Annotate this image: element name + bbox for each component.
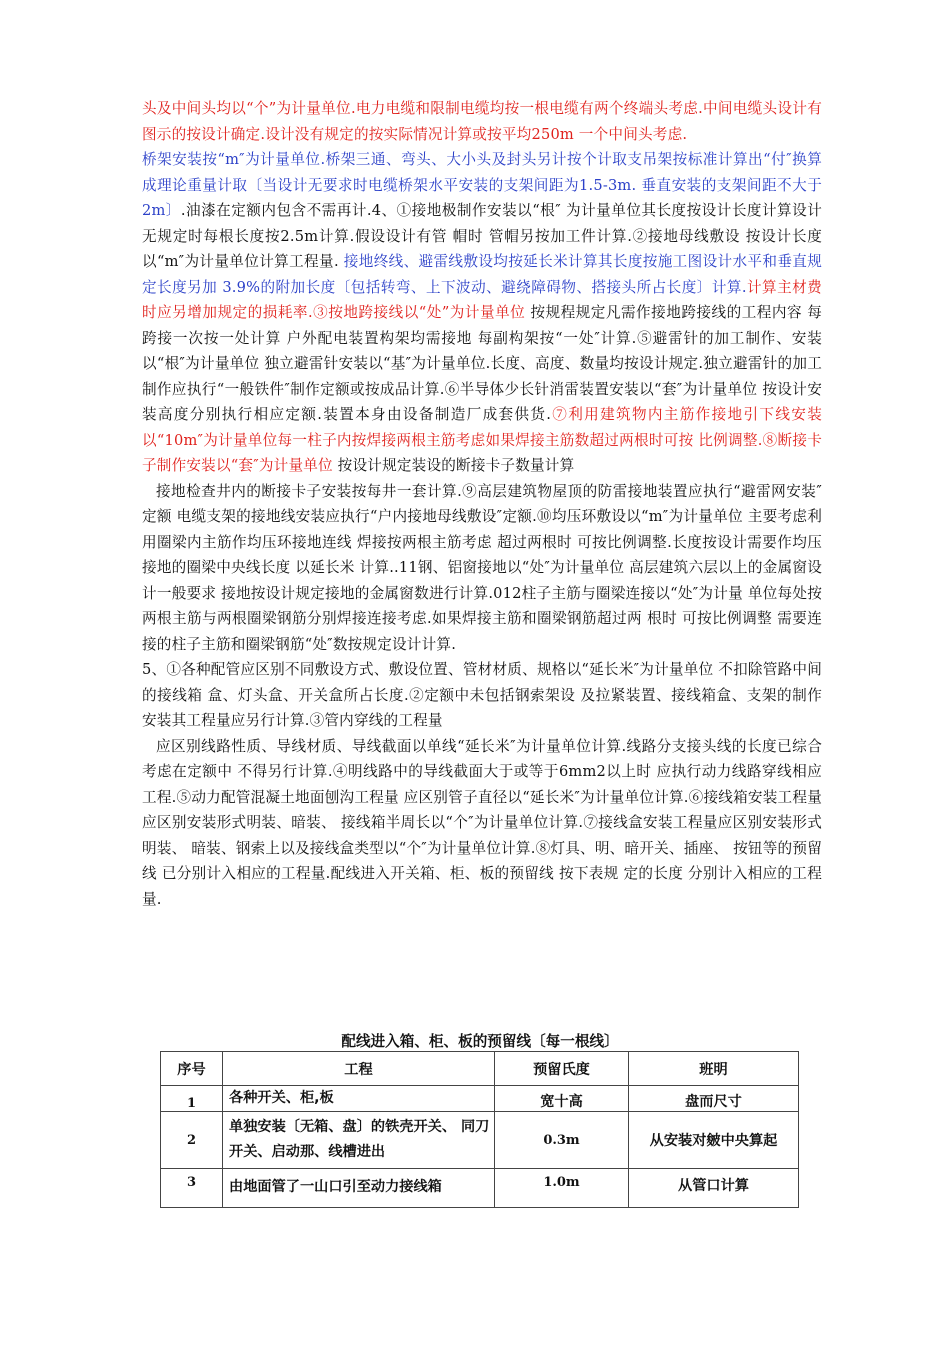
table-cell: 盘而尺寸 <box>629 1086 799 1112</box>
header-cell: 班明 <box>629 1052 799 1086</box>
table-row <box>161 1112 799 1169</box>
text-run: 按规程规定凡需作接地跨接线的工程内容 每跨接一次按一处计算 户外配电装置构架均需接地 每副构架按“一处″计算.⑤避雷针的加工制作、安装 以“根″为计量单位 独立避雷针安装以“基″为计量单位.长度、高度、数量均按设计规定.独立避雷针的加工制作应执行“一般铁件″制作定额或按成品计算.⑥半导体少长针消雷装置安装以“套″为计量单位 按设计安装高度分别执行相应定额.装置本身由设备制造厂成套供货. <box>142 304 822 423</box>
table-cell: 0.3m <box>495 1112 629 1169</box>
text-run: 接地终线、避雷线敷设均按延长米计算其长度按施工图设计水平和垂直规定长度另加 3.9%的附加长度〔包括转弯、上下波动、避绕障碍物、搭接头所占长度〕计算. <box>142 253 823 296</box>
reserve-line-table <box>160 1051 799 1208</box>
table-cell: 单独安装〔无箱、盘〕的铁壳开关、 同刀开关、启动那、线槽进出 <box>223 1112 495 1169</box>
text-run: 桥架安装按“m″为计量单位.桥架三通、弯头、大小头及封头另计按个计取支吊架按标准计算出“付″换算成理论重量计取〔当设计无要求时电缆桥架水平安装的支架间距为1.5-3m. 垂直安装的支架间距不大于2m〕 <box>142 151 822 219</box>
table-cell: 1.0m <box>495 1169 629 1208</box>
header-cell: 工程 <box>223 1052 495 1086</box>
text-run: .油漆在定额内包含不需再计.4、①接地极制作安装以“根″ 为计量单位其长度按设计长度计算设计无规定时每根长度按2.5m计算.假设设计有管 帽时 管帽另按加工件计算.②接地母线敷设 按设计长度以“m″为计量单位计算工程量. <box>142 202 822 270</box>
table-title: 配线进入箱、柜、板的预留线〔每一根线〕 <box>341 1033 619 1050</box>
text-run: 应区别线路性质、导线材质、导线截面以单线“延长米″为计量单位计算.线路分支接头线的长度已综合考虑在定额中 不得另行计算.④明线路中的导线截面大于或等于6mm2以上时 应执行动力线路穿线相应工程.⑤动力配管混凝土地面刨沟工程量 应区别管子直径以“延长米″为计量单位计算.⑥接线箱安装工程量应区别安装形式明装、暗装、 接线箱半周长以“个″为计量单位计算.⑦接线盒安装工程量应区别安装形式明装、 暗装、钢索上以及接线盒类型以“个″为计量单位计算.⑧灯具、明、暗开关、插座、 按钮等的预留线 已分别计入相应的工程量.配线进入开关箱、柜、板的预留线 按下表规 定的长度 分别计入相应的工程量. <box>142 737 822 908</box>
text-run: 5、①各种配管应区别不同敷设方式、敷设位置、管材材质、规格以“延长米″为计量单位 不扣除管路中间的接线箱 盒、灯头盒、开关盒所占长度.②定额中未包括钢索架设 及拉紧装置、接线箱盒、支架的制作安装其工程量应另行计算.③管内穿线的工程量 <box>142 661 822 729</box>
paragraph-4 <box>142 657 822 734</box>
table-cell: 从管口计算 <box>629 1169 799 1208</box>
table-cell: 由地面管了一山口引至动力接线箱 <box>223 1169 495 1208</box>
paragraph-2 <box>142 147 822 479</box>
text-run: 接地检查井内的断接卡子安装按每井一套计算.⑨高层建筑物屋顶的防雷接地装置应执行“避雷网安装″定额 电缆支架的接地线安装应执行“户内接地母线敷设″定额.⑩均压环敷设以“m″为计量单位 主要考虑利用圈梁内主筋作均压环接地连线 焊接按两根主筋考虑 超过两根时 可按比例调整.长度按设计需要作均压接地的圈梁中央线长度 以延长米 计算..11钢、铝窗接地以“处″为计量单位 高层建筑六层以上的金属窗设计一般要求 接地按设计规定接地的金属窗数进行计算.012柱子主筋与圈梁连接以“处″为计量 单位每处按两根主筋与两根圈梁钢筋分别焊接连接考虑.如果焊接主筋和圈梁钢筋超过两 根时 可按比例调整 需要连接的柱子主筋和圈梁钢筋“处″数按规定设计计算. <box>142 482 823 653</box>
header-cell: 序号 <box>161 1052 223 1086</box>
paragraph-1 <box>142 96 822 147</box>
table-cell: 从安装对皴中央算起 <box>629 1112 799 1169</box>
text-run: 头及中间头均以“个”为计量单位.电力电缆和限制电缆均按一根电缆有两个终端头考虑.中间电缆头设计有图示的按设计确定.设计没有规定的按实际情况计算或按平均250m 一个中间头考虑. <box>142 100 822 143</box>
table-cell: 3 <box>161 1169 223 1208</box>
table-cell: 2 <box>161 1112 223 1169</box>
page-cutoff <box>150 1208 810 1348</box>
table-cell: 宽十高 <box>495 1086 629 1112</box>
table-cell: 各种开关、柜,板 <box>223 1086 495 1112</box>
paragraph-3 <box>142 479 822 658</box>
text-run: ⑦利用建筑物内主筋作接地引下线安装以“10m″为计量单位每一柱子内按焊接两根主筋考虑如果焊接主筋数超过两根时可按 比例调整.⑧断接卡子制作安装以“套″为计量单位 <box>142 406 822 474</box>
paragraph-5 <box>142 734 822 913</box>
table-cell: 1 <box>161 1086 223 1112</box>
table-row <box>161 1169 799 1208</box>
header-cell: 预留氏度 <box>495 1052 629 1086</box>
body-text <box>142 96 822 912</box>
table-row <box>161 1086 799 1112</box>
text-run: 计算主材费时应另增加规定的损耗率.③按地跨接线以“处”为计量单位 <box>142 278 822 321</box>
text-run: 按设计规定装设的断接卡子数量计算 <box>332 457 575 474</box>
table-header-row <box>161 1052 799 1086</box>
